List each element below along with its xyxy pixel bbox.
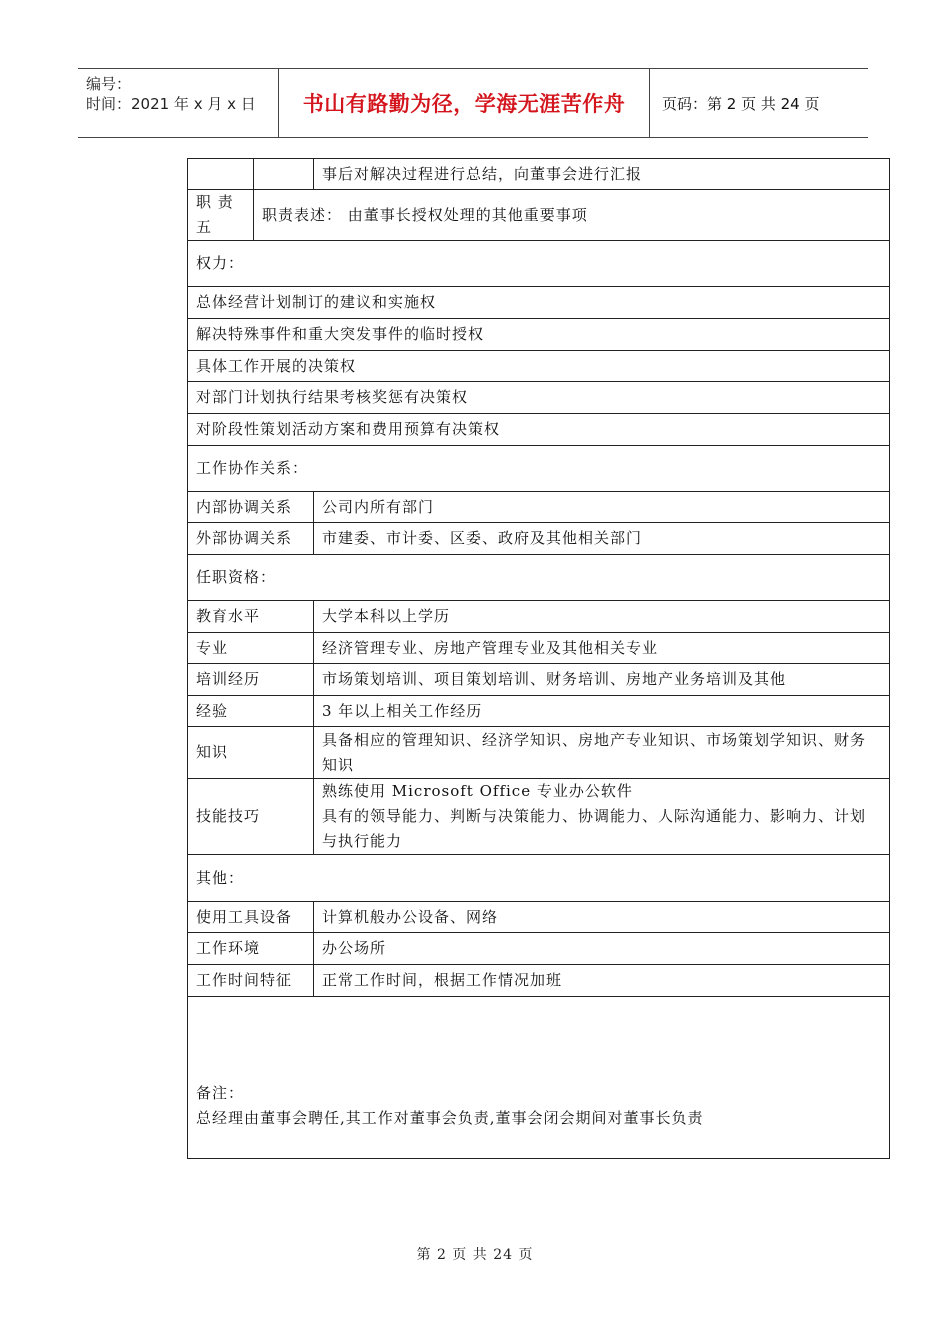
coop-value: 公司内所有部门 bbox=[314, 492, 890, 523]
list-item bbox=[188, 287, 890, 319]
qual-value: 经济管理专业、房地产管理专业及其他相关专业 bbox=[314, 633, 890, 664]
power-item: 总体经营计划制订的建议和实施权 bbox=[188, 287, 890, 319]
power-item: 具体工作开展的决策权 bbox=[188, 351, 890, 382]
page-code-text: 页码：第 2 页 共 24 页 bbox=[662, 94, 820, 113]
list-item bbox=[188, 382, 890, 414]
table-row bbox=[188, 902, 890, 933]
other-value: 正常工作时间，根据工作情况加班 bbox=[314, 965, 890, 997]
knowledge-value: 具备相应的管理知识、经济学知识、房地产专业知识、市场策划学知识、财务知识 bbox=[314, 727, 890, 779]
remark-row bbox=[188, 997, 890, 1159]
empty-cell bbox=[188, 159, 254, 190]
other-label: 使用工具设备 bbox=[188, 902, 314, 933]
job-description-table bbox=[187, 158, 890, 1159]
list-item bbox=[188, 414, 890, 446]
table-row bbox=[188, 492, 890, 523]
qual-value: 3 年以上相关工作经历 bbox=[314, 696, 890, 727]
table-row bbox=[188, 664, 890, 696]
knowledge-label: 知识 bbox=[188, 727, 314, 779]
remark-cell bbox=[188, 997, 890, 1159]
duty5-description: 职责表述： 由董事长授权处理的其他重要事项 bbox=[254, 190, 890, 241]
duty-continuation-text: 事后对解决过程进行总结，向董事会进行汇报 bbox=[314, 159, 890, 190]
table-row bbox=[188, 779, 890, 855]
qual-label: 培训经历 bbox=[188, 664, 314, 696]
coop-title: 工作协作关系： bbox=[188, 446, 890, 492]
table-row bbox=[188, 696, 890, 727]
other-value: 计算机般办公设备、网络 bbox=[314, 902, 890, 933]
qual-value: 大学本科以上学历 bbox=[314, 601, 890, 633]
header-page-code bbox=[650, 69, 868, 137]
skills-value bbox=[314, 779, 890, 855]
table-row bbox=[188, 190, 890, 241]
remark-text: 总经理由董事会聘任,其工作对董事会负责,董事会闭会期间对董事长负责 bbox=[196, 1108, 704, 1127]
header-motto: 书山有路勤为径，学海无涯苦作舟 bbox=[302, 92, 626, 116]
page-footer: 第 2 页 共 24 页 bbox=[416, 1247, 534, 1263]
qual-title: 任职资格： bbox=[188, 555, 890, 601]
section-header bbox=[188, 241, 890, 287]
section-header bbox=[188, 855, 890, 902]
table-row bbox=[188, 633, 890, 664]
qual-value: 市场策划培训、项目策划培训、财务培训、房地产业务培训及其他 bbox=[314, 664, 890, 696]
table-row bbox=[188, 601, 890, 633]
skills-line: 具有的领导能力、判断与决策能力、协调能力、人际沟通能力、影响力、计划与执行能力 bbox=[322, 807, 867, 850]
power-title: 权力： bbox=[188, 241, 890, 287]
power-item: 解决特殊事件和重大突发事件的临时授权 bbox=[188, 319, 890, 351]
empty-cell bbox=[254, 159, 314, 190]
table-row bbox=[188, 727, 890, 779]
skills-label: 技能技巧 bbox=[188, 779, 314, 855]
skills-line: 熟练使用 Microsoft Office 专业办公软件 bbox=[322, 782, 633, 800]
section-header bbox=[188, 555, 890, 601]
doc-time-label: 时间：2021 年 x 月 x 日 bbox=[86, 95, 256, 113]
header-meta bbox=[78, 69, 279, 137]
header-motto-cell bbox=[279, 69, 650, 137]
page-header bbox=[78, 68, 868, 138]
doc-number-label: 编号： bbox=[86, 75, 132, 93]
other-title: 其他： bbox=[188, 855, 890, 902]
table-row bbox=[188, 159, 890, 190]
coop-label: 外部协调关系 bbox=[188, 523, 314, 555]
coop-label: 内部协调关系 bbox=[188, 492, 314, 523]
duty5-label: 职 责 五 bbox=[188, 190, 254, 241]
qual-label: 教育水平 bbox=[188, 601, 314, 633]
other-label: 工作环境 bbox=[188, 933, 314, 965]
other-label: 工作时间特征 bbox=[188, 965, 314, 997]
qual-label: 经验 bbox=[188, 696, 314, 727]
qual-label: 专业 bbox=[188, 633, 314, 664]
power-item: 对阶段性策划活动方案和费用预算有决策权 bbox=[188, 414, 890, 446]
remark-label: 备注： bbox=[196, 1083, 245, 1102]
coop-value: 市建委、市计委、区委、政府及其他相关部门 bbox=[314, 523, 890, 555]
power-item: 对部门计划执行结果考核奖惩有决策权 bbox=[188, 382, 890, 414]
table-row bbox=[188, 933, 890, 965]
other-value: 办公场所 bbox=[314, 933, 890, 965]
list-item bbox=[188, 319, 890, 351]
table-row bbox=[188, 523, 890, 555]
table-row bbox=[188, 965, 890, 997]
section-header bbox=[188, 446, 890, 492]
list-item bbox=[188, 351, 890, 382]
